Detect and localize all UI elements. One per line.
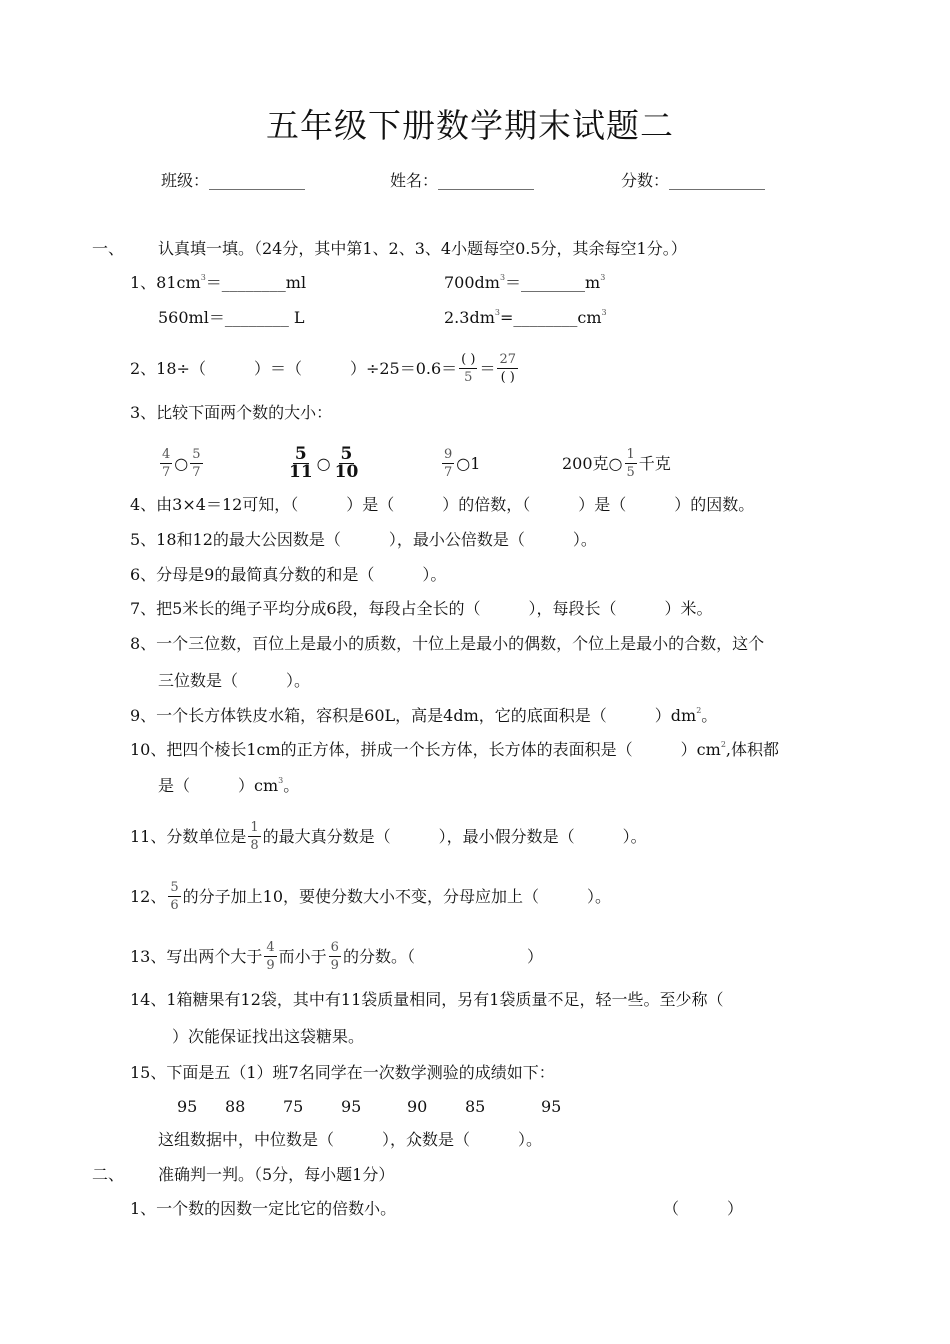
q7: 7、把5米长的绳子平均分成6段，每段占全长的（ ），每段长（ ）米。 — [130, 599, 713, 618]
q1-d: $2.3dm^3=\_\_\_\_\_\_\_\_cm^3$ — [444, 307, 607, 327]
q1-b: $700dm^3=\_\_\_\_\_\_\_\_m^3$ — [444, 272, 606, 292]
s2-q1-answer: （ ） — [663, 1199, 744, 1218]
q15-tail: 这组数据中，中位数是（ ），众数是（ ）。 — [158, 1130, 543, 1149]
q14-line2: ）次能保证找出这袋糖果。 — [172, 1027, 365, 1046]
page-title: 五年级下册数学期末试题二 — [266, 106, 674, 145]
s2-q1: 1、一个数的因数一定比它的倍数小。 — [130, 1199, 397, 1218]
score-item: 85 — [465, 1097, 486, 1116]
q3-compare-1: $\frac{4}{7}$ ○ $\frac{5}{7}$ — [162, 447, 201, 480]
section2-heading: 准确判一判。（5分，每小题1分） — [158, 1165, 395, 1184]
q1-a: 1、$81cm^3=\_\_\_\_\_\_\_\_ml$ — [130, 272, 307, 292]
q13: 13、写出两个大于 $\frac{4}{9}$ 而小于 $\frac{6}{9}$ 的分数。（ ） — [130, 940, 543, 973]
q2-fraction-2: $\frac{27}{( )}$ — [499, 352, 517, 385]
q8-line2: 三位数是（ ）。 — [158, 671, 311, 690]
q1-c: 560ml＝________ L — [158, 308, 305, 327]
q2-fraction-1: $\frac{( )}{5}$ — [461, 352, 476, 385]
q11: 11、分数单位是 $\frac{1}{8}$ 的最大真分数是（ ），最小假分数是（ ）。 — [130, 820, 647, 853]
q14-line1: 14、1箱糖果有12袋，其中有11袋质量相同，另有1袋质量不足，轻一些。至少称（ — [130, 990, 724, 1009]
score-item: 88 — [225, 1097, 246, 1116]
q8-line1: 8、一个三位数，百位上是最小的质数，十位上是最小的偶数，个位上是最小的合数，这个 — [130, 634, 765, 653]
q5: 5、18和12的最大公因数是（ ），最小公倍数是（ ）。 — [130, 530, 597, 549]
section2-number: 二、 — [92, 1165, 125, 1184]
q3-compare-2: $\frac{5}{11}$ ○ $\frac{5}{10}$ — [289, 444, 359, 482]
score-item: 95 — [341, 1097, 362, 1116]
q3-text: 3、比较下面两个数的大小： — [130, 403, 333, 422]
q10-line1: 10、把四个棱长1cm的正方体，拼成一个长方体，长方体的表面积是（ ）$cm^2$,体积都 — [130, 739, 779, 759]
q15-text: 15、下面是五（1）班7名同学在一次数学测验的成绩如下： — [130, 1063, 555, 1082]
class-field: 班级：____________ — [161, 171, 306, 190]
q10-line2: 是（ ）$cm^3$。 — [158, 775, 300, 795]
section1-heading: 认真填一填。（24分，其中第1、2、3、4小题每空0.5分，其余每空1分。） — [158, 239, 687, 258]
q6: 6、分母是9的最简真分数的和是（ ）。 — [130, 565, 447, 584]
q3-compare-3: $\frac{9}{7}$ ○1 — [444, 447, 481, 480]
q3-compare-4: 200克○ $\frac{1}{5}$ 千克 — [562, 447, 671, 480]
q2: 2、18÷（ ）＝（ ）÷25＝0.6＝ $\frac{( )}{5}$ ＝ $\frac{27}{( )}$ — [130, 352, 517, 385]
q9: 9、一个长方体铁皮水箱，容积是60L，高是4dm，它的底面积是（ ）$dm^2$。 — [130, 705, 718, 725]
score-item: 95 — [177, 1097, 198, 1116]
score-item: 95 — [541, 1097, 562, 1116]
q4: 4、由3×4＝12可知，（ ）是（ ）的倍数，（ ）是（ ）的因数。 — [130, 495, 755, 514]
name-field: 姓名：____________ — [390, 171, 535, 190]
score-item: 90 — [407, 1097, 428, 1116]
score-item: 75 — [283, 1097, 304, 1116]
section1-number: 一、 — [92, 239, 125, 258]
score-field: 分数：____________ — [621, 171, 766, 190]
q12: 12、 $\frac{5}{6}$ 的分子加上10，要使分数大小不变，分母应加上（ ）。 — [130, 880, 612, 913]
